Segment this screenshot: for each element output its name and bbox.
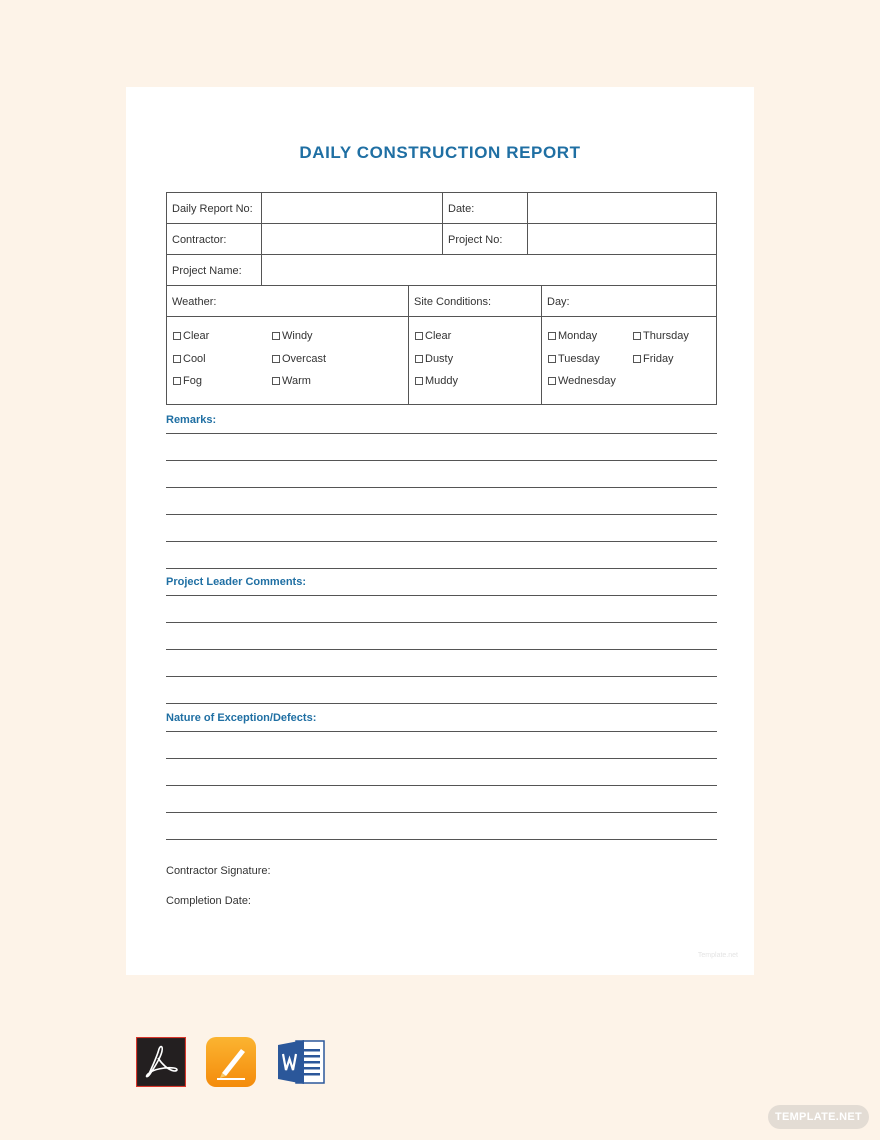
project-no-field[interactable] [528, 224, 716, 254]
day-option-thursday[interactable]: Thursday [633, 329, 689, 343]
table-col-divider [541, 285, 542, 405]
remarks-heading: Remarks: [166, 414, 217, 426]
daily-report-no-label: Daily Report No: [172, 203, 253, 215]
checkbox[interactable] [415, 355, 423, 363]
date-field[interactable] [528, 193, 716, 223]
writing-line[interactable] [166, 460, 717, 461]
writing-line[interactable] [166, 649, 717, 650]
report-title: DAILY CONSTRUCTION REPORT [299, 143, 581, 162]
table-col-divider [442, 193, 443, 254]
apple-pages-icon[interactable] [206, 1037, 256, 1087]
checkbox[interactable] [548, 332, 556, 340]
writing-line[interactable] [166, 568, 717, 569]
checkbox[interactable] [272, 332, 280, 340]
weather-label: Weather: [172, 296, 217, 308]
writing-line[interactable] [166, 595, 717, 596]
day-option-tuesday[interactable]: Tuesday [548, 352, 600, 366]
checkbox[interactable] [272, 355, 280, 363]
date-label: Date: [448, 203, 475, 215]
template-net-badge[interactable]: TEMPLATE.NET [768, 1105, 869, 1129]
weather-option-overcast[interactable]: Overcast [272, 352, 326, 366]
writing-line[interactable] [166, 731, 717, 732]
site-option-muddy[interactable]: Muddy [415, 374, 458, 388]
weather-option-windy[interactable]: Windy [272, 329, 313, 343]
site-conditions-label: Site Conditions: [414, 296, 492, 308]
writing-line[interactable] [166, 433, 717, 434]
completion-date-label: Completion Date: [166, 895, 251, 907]
day-option-monday[interactable]: Monday [548, 329, 597, 343]
adobe-acrobat-icon[interactable] [136, 1037, 186, 1087]
table-row-divider [167, 285, 716, 286]
checkbox[interactable] [272, 377, 280, 385]
report-info-table [166, 192, 717, 405]
checkbox[interactable] [173, 377, 181, 385]
writing-line[interactable] [166, 758, 717, 759]
checkbox[interactable] [415, 377, 423, 385]
weather-option-clear[interactable]: Clear [173, 329, 209, 343]
daily-report-no-field[interactable] [262, 193, 442, 223]
project-name-label: Project Name: [172, 265, 242, 277]
table-col-divider [408, 285, 409, 405]
nature-of-exception-heading: Nature of Exception/Defects: [166, 712, 317, 724]
contractor-label: Contractor: [172, 234, 227, 246]
checkbox[interactable] [415, 332, 423, 340]
writing-line[interactable] [166, 514, 717, 515]
contractor-signature-label: Contractor Signature: [166, 865, 271, 877]
writing-line[interactable] [166, 541, 717, 542]
checkbox[interactable] [548, 355, 556, 363]
microsoft-word-icon[interactable] [276, 1037, 326, 1087]
weather-option-warm[interactable]: Warm [272, 374, 311, 388]
site-option-dusty[interactable]: Dusty [415, 352, 453, 366]
project-no-label: Project No: [448, 234, 503, 246]
report-page [126, 87, 754, 975]
writing-line[interactable] [166, 622, 717, 623]
checkbox[interactable] [633, 332, 641, 340]
day-option-friday[interactable]: Friday [633, 352, 674, 366]
watermark: Template.net [697, 952, 738, 959]
writing-line[interactable] [166, 812, 717, 813]
writing-line[interactable] [166, 703, 717, 704]
table-row-divider [167, 316, 716, 317]
project-name-field[interactable] [262, 255, 716, 285]
day-label: Day: [547, 296, 570, 308]
weather-option-cool[interactable]: Cool [173, 352, 206, 366]
checkbox[interactable] [173, 355, 181, 363]
checkbox[interactable] [633, 355, 641, 363]
writing-line[interactable] [166, 676, 717, 677]
writing-line[interactable] [166, 785, 717, 786]
weather-option-fog[interactable]: Fog [173, 374, 202, 388]
project-leader-comments-heading: Project Leader Comments: [166, 576, 306, 588]
checkbox[interactable] [173, 332, 181, 340]
day-option-wednesday[interactable]: Wednesday [548, 374, 616, 388]
writing-line[interactable] [166, 839, 717, 840]
checkbox[interactable] [548, 377, 556, 385]
writing-line[interactable] [166, 487, 717, 488]
contractor-field[interactable] [262, 224, 442, 254]
site-option-clear[interactable]: Clear [415, 329, 451, 343]
